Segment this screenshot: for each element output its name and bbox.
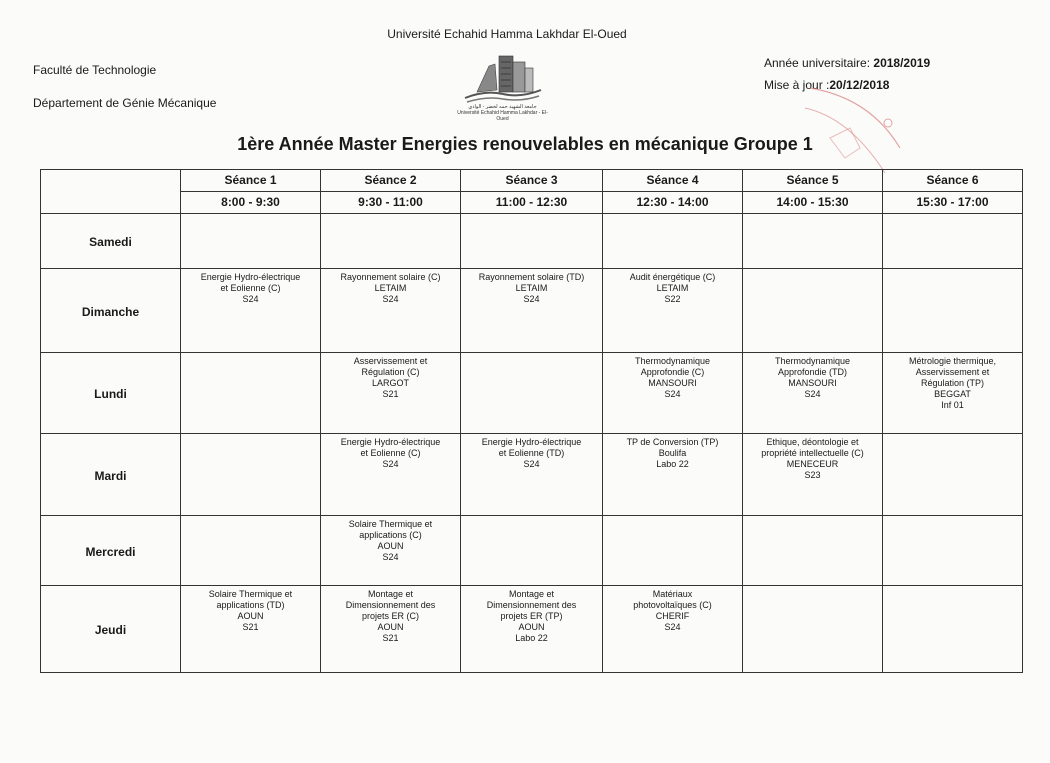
course-line: Thermodynamique [774,356,851,366]
university-name: Université Echahid Hamma Lakhdar El-Oued [387,27,627,41]
session-time: 8:00 - 9:30 [181,192,321,214]
course-line: LETAIM [656,283,689,293]
course-line: Approfondie (TD) [777,367,848,377]
course-line: BEGGAT [934,389,971,399]
course-line: Montage et [367,589,414,599]
session-name: Séance 6 [883,170,1023,192]
course-line: LARGOT [371,378,409,388]
empty-cell [603,516,743,586]
logo-caption-french: Université Echahid Hamma Lakhdar - El-Oued [457,110,548,122]
course-line: LETAIM [374,283,407,293]
course-line: S21 [242,622,259,632]
day-row [41,353,1023,434]
course-line: Dimensionnement des [345,600,436,610]
session-time: 15:30 - 17:00 [883,192,1023,214]
empty-cell [181,353,321,434]
day-row [41,586,1023,673]
course-cell [461,586,603,673]
course-line: Rayonnement solaire (C) [340,272,441,282]
session-name: Séance 4 [603,170,743,192]
timetable [40,169,1023,673]
course-cell [743,434,883,516]
course-cell [321,434,461,516]
course-line: applications (C) [359,530,422,540]
course-line: S24 [664,622,681,632]
empty-cell [181,214,321,269]
faculty-name: Faculté de Technologie [33,63,157,77]
session-name: Séance 2 [321,170,461,192]
empty-cell [883,214,1023,269]
course-line: Asservissement et [915,367,990,377]
course-line: applications (TD) [216,600,285,610]
course-cell [603,269,743,353]
course-line: Energie Hydro-électrique [481,437,582,447]
session-name: Séance 3 [461,170,603,192]
empty-cell [743,586,883,673]
course-line: S24 [382,552,399,562]
course-line: et Eolienne (C) [360,448,421,458]
course-line: MENECEUR [786,459,839,469]
course-cell [181,269,321,353]
course-line: S24 [242,294,259,304]
course-line: Solaire Thermique et [348,519,433,529]
empty-cell [603,214,743,269]
course-line: S22 [664,294,681,304]
update-value: 20/12/2018 [829,78,890,92]
day-name: Lundi [41,353,181,434]
day-name: Mardi [41,434,181,516]
academic-year-value: 2018/2019 [873,56,931,70]
course-cell [321,516,461,586]
course-line: Boulifa [658,448,687,458]
course-line: LETAIM [515,283,548,293]
empty-cell [321,214,461,269]
course-cell [461,434,603,516]
course-cell [603,434,743,516]
day-row [41,214,1023,269]
course-cell [883,353,1023,434]
session-name: Séance 5 [743,170,883,192]
course-line: S23 [804,470,821,480]
course-line: S21 [382,633,399,643]
empty-cell [743,269,883,353]
logo-caption [455,104,550,122]
update-label: Mise à jour : [764,78,830,92]
empty-cell [743,516,883,586]
course-line: S24 [382,294,399,304]
course-cell [321,269,461,353]
course-line: Matériaux [652,589,693,599]
day-row [41,516,1023,586]
course-cell [603,353,743,434]
session-time: 12:30 - 14:00 [603,192,743,214]
course-line: Ethique, déontologie et [766,437,859,447]
day-name: Samedi [41,214,181,269]
course-line: S24 [382,459,399,469]
empty-cell [461,516,603,586]
day-name: Dimanche [41,269,181,353]
course-line: Energie Hydro-électrique [200,272,301,282]
empty-cell [883,516,1023,586]
empty-cell [743,214,883,269]
course-cell [181,586,321,673]
logo-caption-arabic: جامعة الشهيد حمه لخضر - الوادي [468,104,537,110]
empty-cell [461,214,603,269]
course-line: S24 [664,389,681,399]
course-cell [603,586,743,673]
day-row [41,434,1023,516]
course-line: MANSOURI [648,378,697,388]
course-line: photovoltaïques (C) [633,600,712,610]
course-line: Rayonnement solaire (TD) [478,272,585,282]
course-line: Régulation (C) [361,367,420,377]
course-line: Montage et [508,589,555,599]
day-row [41,269,1023,353]
course-line: propriété intellectuelle (C) [761,448,864,458]
session-time: 9:30 - 11:00 [321,192,461,214]
course-line: et Eolienne (C) [220,283,281,293]
course-cell [743,353,883,434]
course-line: Energie Hydro-électrique [340,437,441,447]
session-time-row [41,192,1023,214]
course-line: S24 [523,459,540,469]
session-name: Séance 1 [181,170,321,192]
empty-cell [181,516,321,586]
day-name: Mercredi [41,516,181,586]
day-name: Jeudi [41,586,181,673]
course-line: projets ER (C) [361,611,419,621]
course-line: CHERIF [655,611,690,621]
course-line: Approfondie (C) [640,367,705,377]
session-time: 11:00 - 12:30 [461,192,603,214]
course-cell [321,353,461,434]
course-line: Dimensionnement des [486,600,577,610]
course-line: Régulation (TP) [920,378,985,388]
empty-cell [883,434,1023,516]
course-cell [321,586,461,673]
empty-cell [461,353,603,434]
course-cell [461,269,603,353]
session-header-row [41,170,1023,192]
department-name: Département de Génie Mécanique [33,96,217,110]
course-line: projets ER (TP) [500,611,563,621]
course-line: Thermodynamique [634,356,711,366]
course-line: et Eolienne (TD) [498,448,565,458]
session-time: 14:00 - 15:30 [743,192,883,214]
course-line: Métrologie thermique, [908,356,997,366]
empty-cell [181,434,321,516]
course-line: Labo 22 [515,633,548,643]
course-line: AOUN [237,611,264,621]
course-line: AOUN [377,541,404,551]
course-line: Inf 01 [941,400,964,410]
course-line: MANSOURI [788,378,837,388]
academic-year [764,56,930,70]
course-line: S24 [804,389,821,399]
course-line: Labo 22 [656,459,689,469]
course-line: AOUN [377,622,404,632]
academic-year-label: Année universitaire: [764,56,874,70]
course-line: S21 [382,389,399,399]
course-line: S24 [523,294,540,304]
course-line: AOUN [518,622,545,632]
course-line: TP de Conversion (TP) [626,437,719,447]
empty-cell [883,586,1023,673]
corner-cell [41,170,181,214]
course-line: Audit énergétique (C) [629,272,716,282]
course-line: Asservissement et [353,356,428,366]
course-line: Solaire Thermique et [208,589,293,599]
empty-cell [883,269,1023,353]
page-title: 1ère Année Master Energies renouvelables en mécanique Groupe 1 [237,134,813,154]
